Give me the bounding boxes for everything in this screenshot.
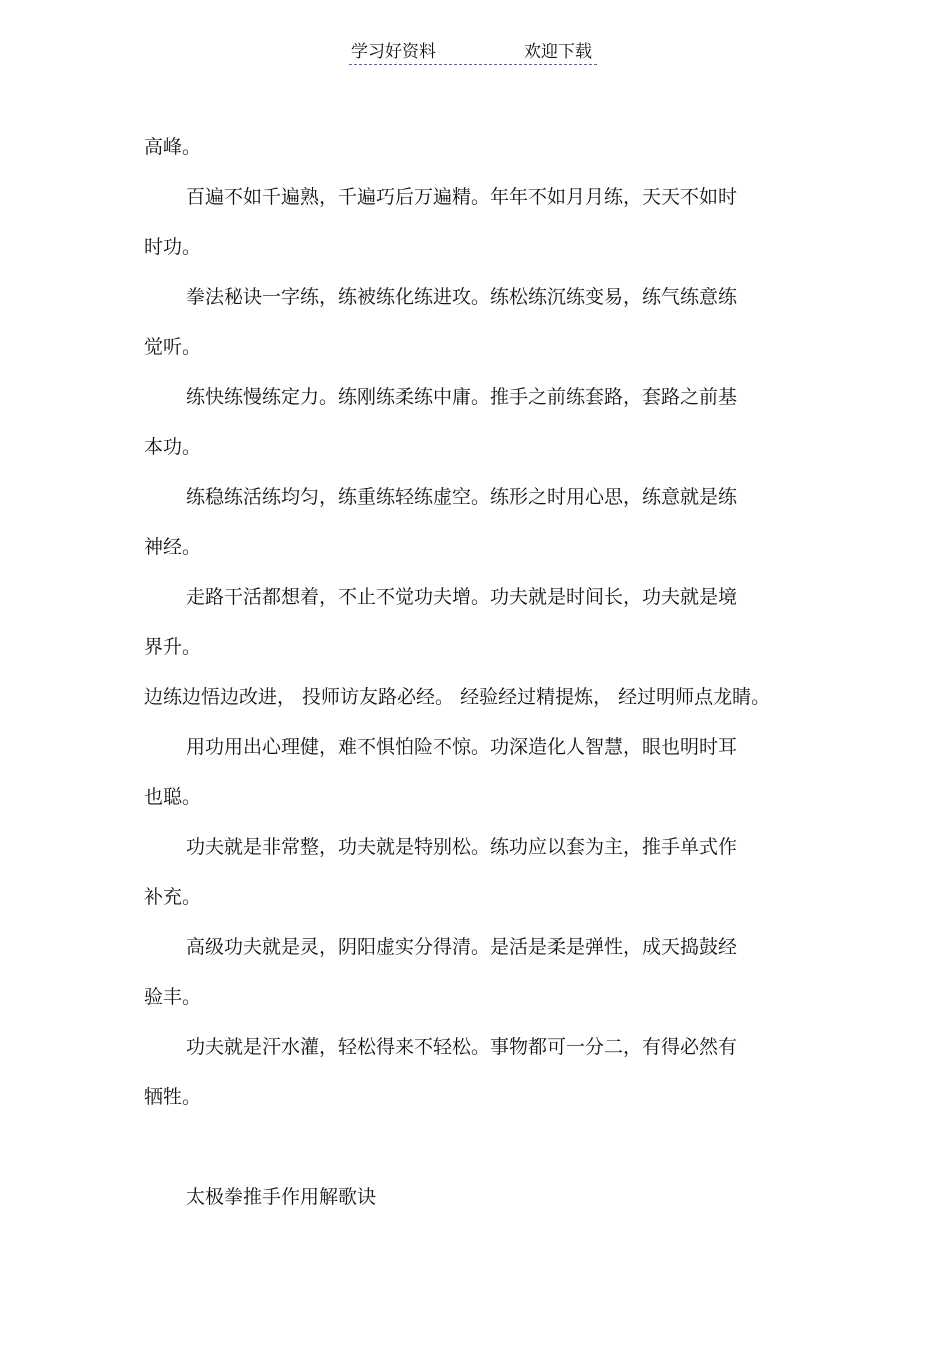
text-line: 神经。 xyxy=(144,536,202,558)
document-body xyxy=(144,122,904,1222)
text-line: 走路干活都想着，不止不觉功夫增。功夫就是时间长，功夫就是境 xyxy=(186,586,738,608)
text-line: 觉听。 xyxy=(144,336,202,358)
section-title: 太极拳推手作用解歌诀 xyxy=(186,1186,377,1208)
text-line: 时功。 xyxy=(144,236,202,258)
text-line: 验丰。 xyxy=(144,986,202,1008)
text-line: 练稳练活练均匀，练重练轻练虚空。练形之时用心思，练意就是练 xyxy=(186,486,738,508)
text-line: 补充。 xyxy=(144,886,202,908)
text-line: 用功用出心理健，难不惧怕险不惊。功深造化人智慧，眼也明时耳 xyxy=(186,736,738,758)
text-line: 百遍不如千遍熟，千遍巧后万遍精。年年不如月月练，天天不如时 xyxy=(186,186,738,208)
text-line: 边练边悟边改进， 投师访友路必经。 经验经过精提炼， 经过明师点龙睛。 xyxy=(144,686,771,708)
text-line: 功夫就是汗水灌，轻松得来不轻松。事物都可一分二，有得必然有 xyxy=(186,1036,738,1058)
page-header xyxy=(349,40,597,65)
text-line: 本功。 xyxy=(144,436,202,458)
text-line: 练快练慢练定力。练刚练柔练中庸。推手之前练套路，套路之前基 xyxy=(186,386,738,408)
text-line: 功夫就是非常整，功夫就是特别松。练功应以套为主，推手单式作 xyxy=(186,836,738,858)
text-line: 界升。 xyxy=(144,636,202,658)
text-line: 也聪。 xyxy=(144,786,202,808)
paragraph-gap xyxy=(144,1122,904,1172)
header-left-text: 学习好资料 xyxy=(351,42,436,62)
header-right-text: 欢迎下载 xyxy=(524,42,592,62)
text-line: 高峰。 xyxy=(144,136,202,158)
text-line: 牺牲。 xyxy=(144,1086,202,1108)
text-line: 拳法秘诀一字练，练被练化练进攻。练松练沉练变易，练气练意练 xyxy=(186,286,738,308)
text-line: 高级功夫就是灵，阴阳虚实分得清。是活是柔是弹性，成天捣鼓经 xyxy=(186,936,738,958)
